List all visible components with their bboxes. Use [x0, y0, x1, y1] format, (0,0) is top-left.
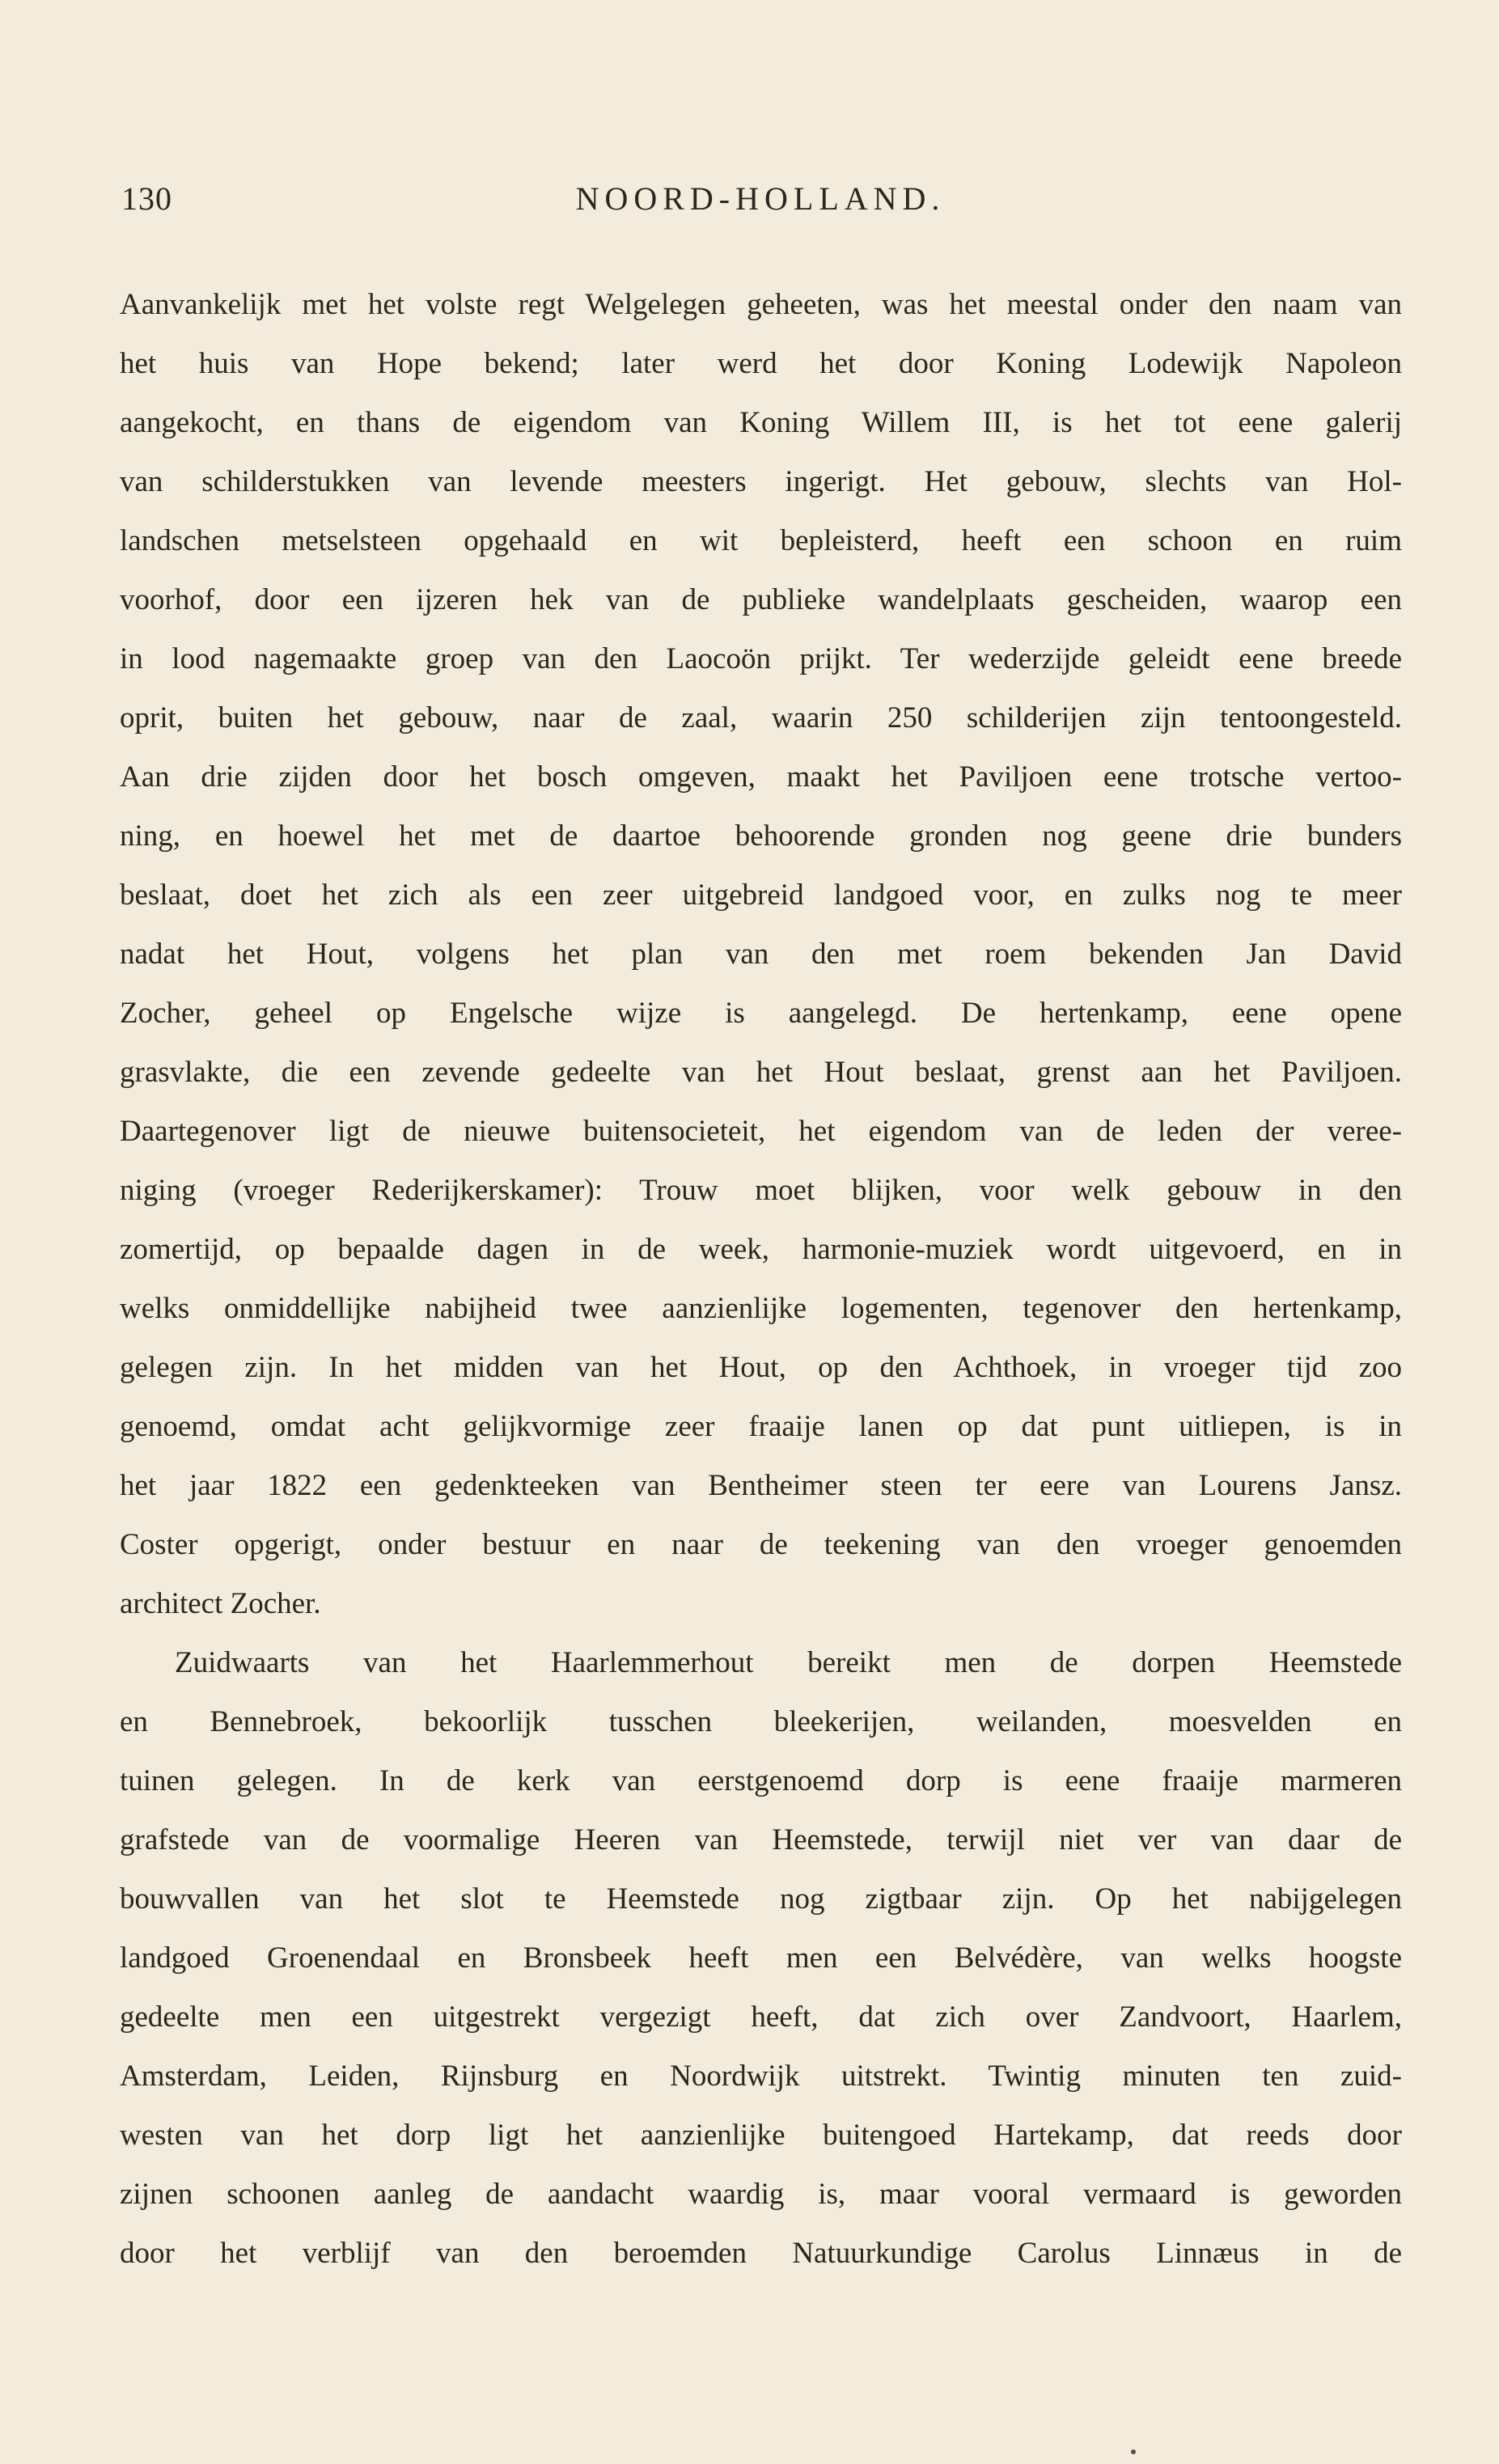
text-line: gelegen zijn. In het midden van het Hout, op den Achthoek, in vroeger tijd zoo [120, 1351, 1402, 1384]
text-line: architect Zocher. [120, 1587, 321, 1620]
text-line: tuinen gelegen. In de kerk van eerstgenoemd dorp is eene fraaije marmeren [120, 1764, 1402, 1797]
text-line: niging (vroeger Rederijkerskamer): Trouw moet blijken, voor welk gebouw in den [120, 1174, 1402, 1207]
text-line: Amsterdam, Leiden, Rijnsburg en Noordwijk uitstrekt. Twintig minuten ten zuid- [120, 2060, 1402, 2093]
text-line: zijnen schoonen aanleg de aandacht waardig is, maar vooral vermaard is geworden [120, 2178, 1402, 2211]
text-line: genoemd, omdat acht gelijkvormige zeer fraaije lanen op dat punt uitliepen, is in [120, 1410, 1402, 1443]
text-line: grafstede van de voormalige Heeren van Heemstede, terwijl niet ver van daar de [120, 1823, 1402, 1856]
text-line: en Bennebroek, bekoorlijk tusschen bleekerijen, weilanden, moesvelden en [120, 1705, 1402, 1738]
text-line: voorhof, door een ijzeren hek van de publieke wandelplaats gescheiden, waarop een [120, 583, 1402, 616]
page-header [121, 180, 1399, 228]
text-line: Daartegenover ligt de nieuwe buitensocieteit, het eigendom van de leden der veree- [120, 1115, 1402, 1148]
running-title: NOORD-HOLLAND. [575, 180, 946, 217]
text-line: beslaat, doet het zich als een zeer uitgebreid landgoed voor, en zulks nog te meer [120, 878, 1402, 912]
text-line: Aanvankelijk met het volste regt Welgelegen geheeten, was het meestal onder den naam van [120, 288, 1402, 321]
text-line: Zuidwaarts van het Haarlemmerhout bereikt men de dorpen Heemstede [175, 1646, 1402, 1679]
text-line: van schilderstukken van levende meesters ingerigt. Het gebouw, slechts van Hol- [120, 465, 1402, 498]
text-line: nadat het Hout, volgens het plan van den met roem bekenden Jan David [120, 938, 1402, 971]
body-text [120, 275, 1402, 2283]
text-line: landgoed Groenendaal en Bronsbeek heeft men een Belvédère, van welks hoogste [120, 1941, 1402, 1975]
text-line: het huis van Hope bekend; later werd het door Koning Lodewijk Napoleon [120, 347, 1402, 380]
text-line: Aan drie zijden door het bosch omgeven, maakt het Paviljoen eene trotsche vertoo- [120, 760, 1402, 794]
text-line: grasvlakte, die een zevende gedeelte van het Hout beslaat, grenst aan het Paviljoen. [120, 1056, 1402, 1089]
text-line: landschen metselsteen opgehaald en wit bepleisterd, heeft een schoon en ruim [120, 524, 1402, 557]
text-line: oprit, buiten het gebouw, naar de zaal, waarin 250 schilderijen zijn tentoongesteld. [120, 701, 1402, 735]
text-line: welks onmiddellijke nabijheid twee aanzienlijke logementen, tegenover den hertenkamp, [120, 1292, 1402, 1325]
text-line: Zocher, geheel op Engelsche wijze is aangelegd. De hertenkamp, eene opene [120, 997, 1402, 1030]
text-line: aangekocht, en thans de eigendom van Koning Willem III, is het tot eene galerij [120, 406, 1402, 439]
text-line: westen van het dorp ligt het aanzienlijke buitengoed Hartekamp, dat reeds door [120, 2119, 1402, 2152]
text-line: in lood nagemaakte groep van den Laocoön prijkt. Ter wederzijde geleidt eene breede [120, 642, 1402, 675]
text-line: Coster opgerigt, onder bestuur en naar de teekening van den vroeger genoemden [120, 1528, 1402, 1561]
ink-speck [1131, 2449, 1136, 2454]
text-line: zomertijd, op bepaalde dagen in de week, harmonie-muziek wordt uitgevoerd, en in [120, 1233, 1402, 1266]
text-line: het jaar 1822 een gedenkteeken van Bentheimer steen ter eere van Lourens Jansz. [120, 1469, 1402, 1502]
text-line: bouwvallen van het slot te Heemstede nog zigtbaar zijn. Op het nabijgelegen [120, 1882, 1402, 1916]
text-line: door het verblijf van den beroemden Natuurkundige Carolus Linnæus in de [120, 2237, 1402, 2270]
text-line: gedeelte men een uitgestrekt vergezigt heeft, dat zich over Zandvoort, Haarlem, [120, 2000, 1402, 2034]
page-number: 130 [121, 180, 172, 217]
text-line: ning, en hoewel het met de daartoe behoorende gronden nog geene drie bunders [120, 819, 1402, 853]
